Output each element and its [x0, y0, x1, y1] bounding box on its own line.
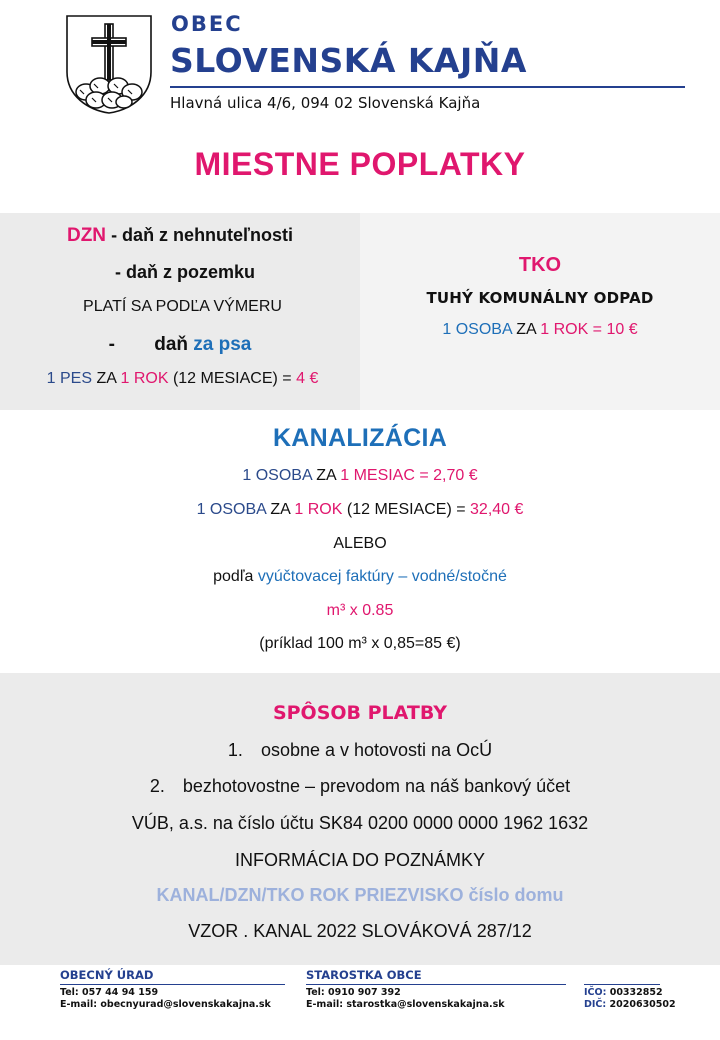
- dog-label: za psa: [193, 334, 252, 355]
- obec-label: OBEC: [171, 12, 243, 36]
- kanal-invoice: vyúčtovacej faktúry – vodné/stočné: [257, 568, 507, 585]
- kanal-title: KANALIZÁCIA: [272, 424, 448, 452]
- dog-count: 1 PES: [46, 370, 92, 387]
- kanal-year-price: 32,40 €: [470, 501, 524, 518]
- footer-ids: [584, 987, 676, 1011]
- payment-item-2-text: bezhotovostne – prevodom na náš bankový účet: [182, 776, 571, 796]
- kanal-alebo: ALEBO: [333, 535, 387, 552]
- tko-za: ZA: [516, 321, 536, 338]
- dog-period: 1 ROK: [120, 370, 169, 387]
- kanal-month-count: 1 OSOBA: [242, 467, 312, 484]
- footer-rule-mayor: [306, 984, 566, 985]
- kanal-m3-rate: m³ x 0.85: [326, 602, 394, 619]
- crest-icon: [64, 14, 154, 114]
- dog-price-line: [0, 370, 365, 388]
- office-email: E-mail: obecnyurad@slovenskakajna.sk: [60, 999, 271, 1010]
- kanal-month-za: ZA: [316, 467, 336, 484]
- payment-item-1: [0, 740, 720, 761]
- page-title: MIESTNE POPLATKY: [194, 146, 526, 182]
- dzn-line-1: [0, 225, 360, 247]
- dic-value: 2020630502: [609, 999, 676, 1010]
- kanal-invoice-line: [0, 568, 720, 586]
- village-name: SLOVENSKÁ KAJŇA: [170, 41, 527, 80]
- payment-item-1-text: osobne a v hotovosti na OcÚ: [260, 740, 493, 760]
- payment-note-example: VZOR . KANAL 2022 SLOVÁKOVÁ 287/12: [188, 921, 532, 941]
- kanal-example: (príklad 100 m³ x 0,85=85 €): [259, 635, 461, 652]
- dic-label: DIČ:: [584, 999, 607, 1010]
- payment-title: SPÔSOB PLATBY: [272, 702, 448, 724]
- mayor-phone: Tel: 0910 907 392: [306, 987, 401, 998]
- office-phone: Tel: 057 44 94 159: [60, 987, 159, 998]
- kanal-month-price: 1 MESIAC = 2,70 €: [340, 467, 478, 484]
- ico-label: IČO:: [584, 987, 607, 998]
- dzn-area-note: PLATÍ SA PODĽA VÝMERU: [83, 298, 282, 315]
- tko-price-line: [360, 321, 720, 339]
- footer-office: [60, 968, 271, 1011]
- payment-item-1-num: 1.: [227, 740, 243, 760]
- tko-subtitle: TUHÝ KOMUNÁLNY ODPAD: [426, 289, 654, 307]
- dog-period-note: (12 MESIACE) =: [172, 370, 292, 387]
- kanal-year-za: ZA: [270, 501, 290, 518]
- payment-note-format: KANAL/DZN/TKO ROK PRIEZVISKO číslo domu: [156, 885, 564, 905]
- address: Hlavná ulica 4/6, 094 02 Slovenská Kajňa: [170, 94, 481, 112]
- payment-item-2-num: 2.: [149, 776, 165, 796]
- dzn-code: DZN: [66, 225, 107, 246]
- tko-title: TKO: [518, 254, 562, 276]
- tko-period: 1 ROK = 10 €: [540, 321, 638, 338]
- dog-prefix: daň: [154, 334, 188, 355]
- mayor-heading: STAROSTKA OBCE: [306, 968, 422, 982]
- ico-value: 00332852: [609, 987, 663, 998]
- dzn-tax-property: - daň z nehnuteľnosti: [111, 225, 293, 245]
- bank-account: VÚB, a.s. na číslo účtu SK84 0200 0000 0000 1962 1632: [131, 813, 589, 833]
- kanal-year-period: 1 ROK: [294, 501, 343, 518]
- dog-price: 4 €: [296, 370, 319, 387]
- kanal-month-line: [0, 467, 720, 485]
- dzn-dog-tax-line: [0, 334, 360, 356]
- payment-item-2: [0, 776, 720, 797]
- footer-rule-ids: [584, 984, 660, 985]
- dog-za: ZA: [96, 370, 117, 387]
- kanal-year-count: 1 OSOBA: [196, 501, 266, 518]
- footer-rule-office: [60, 984, 285, 985]
- payment-note-heading: INFORMÁCIA DO POZNÁMKY: [234, 850, 486, 870]
- header-rule: [170, 86, 685, 88]
- footer-mayor: [306, 968, 505, 1011]
- dog-dash: -: [108, 334, 115, 355]
- dzn-tax-land: - daň z pozemku: [114, 262, 255, 282]
- tko-panel: [360, 213, 720, 410]
- kanal-podla: podľa: [213, 568, 254, 585]
- tko-count: 1 OSOBA: [442, 321, 512, 338]
- office-heading: OBECNÝ ÚRAD: [60, 968, 154, 982]
- mayor-email: E-mail: starostka@slovenskakajna.sk: [306, 999, 505, 1010]
- kanal-year-note: (12 MESIACE) =: [346, 501, 466, 518]
- kanal-year-line: [0, 501, 720, 519]
